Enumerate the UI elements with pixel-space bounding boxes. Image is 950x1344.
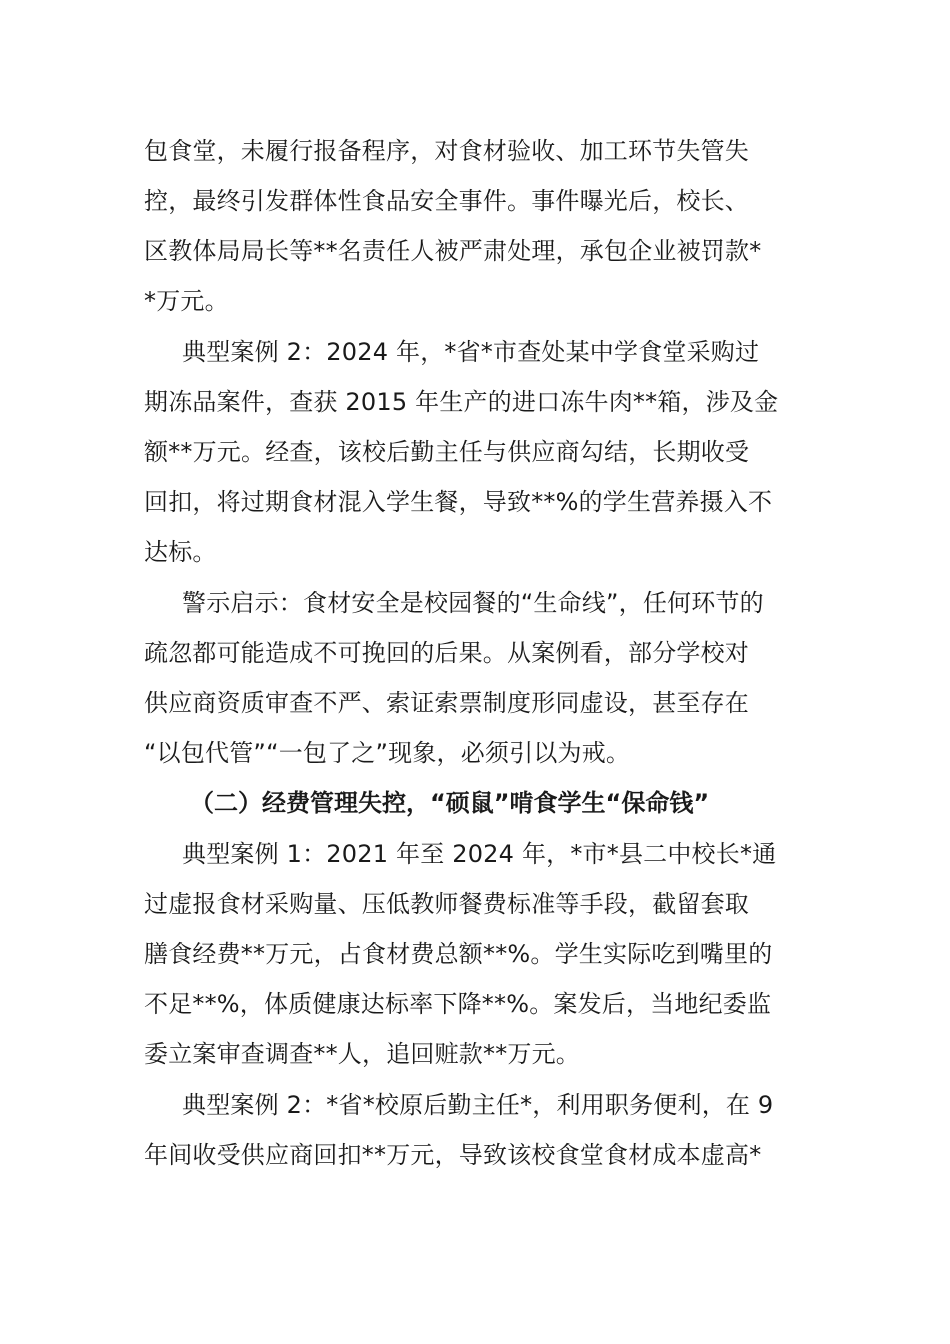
- paragraph-line: 过虚报食材采购量、压低教师餐费标准等手段，截留套取: [144, 890, 749, 918]
- paragraph-line: “以包代管”“一包了之”现象，必须引以为戒。: [144, 739, 631, 767]
- case-paragraph-line: 典型案例 2：2024 年，*省*市查处某中学食堂采购过: [182, 338, 760, 366]
- paragraph-line: *万元。: [144, 287, 229, 315]
- paragraph-line: 回扣，将过期食材混入学生餐，导致**%的学生营养摄入不: [144, 488, 773, 516]
- paragraph-line: 不足**%，体质健康达标率下降**%。案发后，当地纪委监: [144, 990, 772, 1018]
- paragraph-line: 年间收受供应商回扣**万元，导致该校食堂食材成本虚高*: [144, 1141, 762, 1169]
- paragraph-line: 疏忽都可能造成不可挽回的后果。从案例看，部分学校对: [144, 639, 749, 667]
- section-heading: （二）经费管理失控，“硕鼠”啃食学生“保命钱”: [190, 789, 710, 817]
- paragraph-line: 控，最终引发群体性食品安全事件。事件曝光后，校长、: [144, 187, 749, 215]
- paragraph-line: 区教体局局长等**名责任人被严肃处理，承包企业被罚款*: [144, 237, 762, 265]
- paragraph-line: 达标。: [144, 538, 217, 566]
- paragraph-line: 额**万元。经查，该校后勤主任与供应商勾结，长期收受: [144, 438, 750, 466]
- case-paragraph-line: 典型案例 2：*省*校原后勤主任*，利用职务便利，在 9: [182, 1091, 774, 1119]
- warning-paragraph-line: 警示启示：食材安全是校园餐的“生命线”，任何环节的: [182, 589, 764, 617]
- paragraph-line: 期冻品案件，查获 2015 年生产的进口冻牛肉**箱，涉及金: [144, 388, 779, 416]
- paragraph-line: 包食堂，未履行报备程序，对食材验收、加工环节失管失: [144, 137, 749, 165]
- case-paragraph-line: 典型案例 1：2021 年至 2024 年，*市*县二中校长*通: [182, 840, 777, 868]
- paragraph-line: 供应商资质审查不严、索证索票制度形同虚设，甚至存在: [144, 689, 749, 717]
- paragraph-line: 膳食经费**万元，占食材费总额**%。学生实际吃到嘴里的: [144, 940, 773, 968]
- paragraph-line: 委立案审查调查**人，追回赃款**万元。: [144, 1040, 580, 1068]
